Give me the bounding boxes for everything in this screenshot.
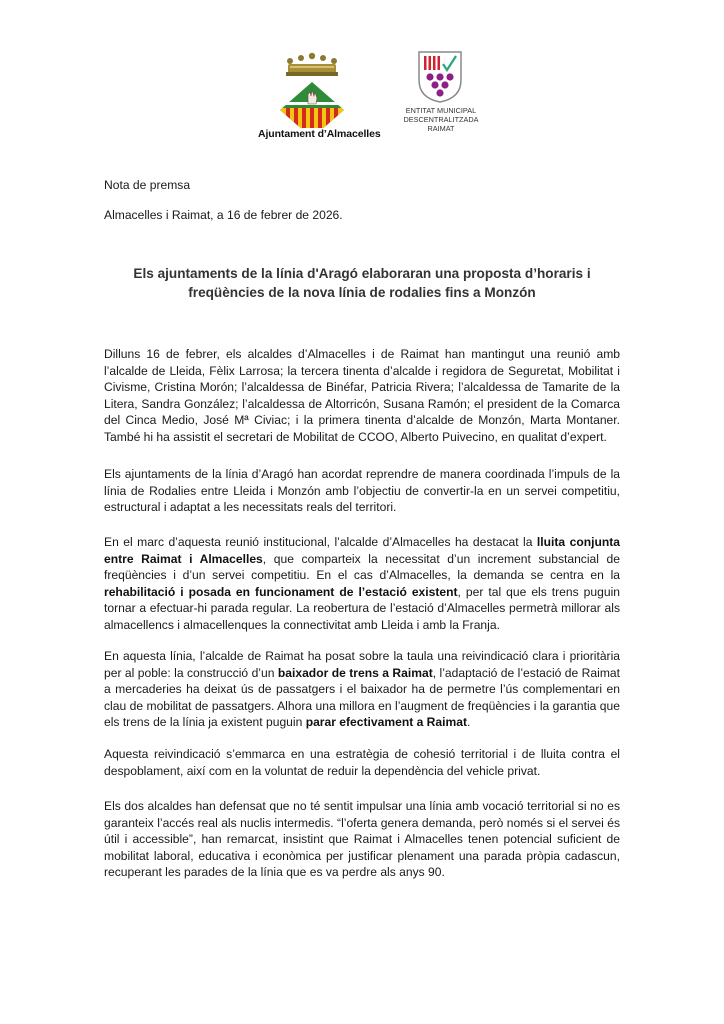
text-segment: , l’adaptació de l’estació de Raimat a mercaderies ha deixat ús de passatgers i el baixador ha de permetre l’ús complementari en clau de mobilitat de passatgers. Alhora una millora en l’augment de freqüències i la garantia que els trens de la línia ja existent puguin (104, 665, 620, 730)
bold-text-segment: rehabilitació i posada en funcionament de l’estació existent (104, 584, 458, 599)
text-segment: En el marc d’aquesta reunió institucional, l’alcalde d’Almacelles ha destacat la (104, 535, 537, 549)
raimat-text-line: RAIMAT (427, 124, 455, 133)
paragraph-5 (104, 746, 620, 779)
crown-icon (286, 53, 338, 76)
text-segment: , que comparteix la necessitat d’un increment substancial de freqüències i d’un servei competitiu. En el cas d’Almacelles, la demanda se centra en la (104, 551, 620, 583)
text-segment: Dilluns 16 de febrer, els alcaldes d’Almacelles i de Raimat han mantingut una reunió amb l’alcalde de Lleida, Fèlix Larrosa; la tercera tinenta d’alcalde i regidora de Seguretat, Mobilitat i Civisme, Cristina Morón; l’alcaldessa de Binéfar, Patricia Rivera; l’alcaldessa de Tamarite de la Litera, Sandra González; l’alcaldessa de Altorricón, Susana Ramón; el president de la Comarca del Cinca Medio, José Mª Civiac; i la primera tinenta d’alcalde de Monzón, Marta Montaner. També hi ha assistit el secretari de Mobilitat de CCOO, Alberto Puivecino, en qualitat d’expert. (104, 347, 620, 444)
raimat-text-line: DESCENTRALITZADA (403, 115, 479, 124)
paragraph-6 (104, 798, 620, 881)
raimat-shield-icon (416, 50, 464, 104)
raimat-entity-name (396, 106, 486, 133)
document-type-label: Nota de premsa (104, 178, 191, 192)
paragraph-4 (104, 648, 620, 731)
lozenge-shield-icon (272, 82, 352, 128)
text-segment: Els dos alcaldes han defensat que no té sentit impulsar una línia amb vocació territorial si no es garanteix l’accés real als nuclis intermedis. “l’oferta genera demanda, però només si el servei és útil i accessible”, han remarcat, insistint que Raimat i Almacelles tenen potencial suficient de mobilitat laboral, educativa i econòmica per justificar plenament una parada pròpia cadascun, recuperant les parades de la línia que es va perdre als anys 90. (104, 799, 620, 880)
bold-text-segment: lluita conjunta entre Raimat i Almacelles (104, 535, 620, 566)
page-title: Els ajuntaments de la línia d'Aragó elaboraran una proposta d’horaris i freqüències de la nova línia de rodalies fins a Monzón (133, 266, 591, 300)
raimat-logo (396, 50, 486, 140)
text-segment: En aquesta línia, l’alcalde de Raimat ha posat sobre la taula una reivindicació clara i prioritària per al poble: la construcció d’un (104, 649, 620, 680)
raimat-text-line: ENTITAT MUNICIPAL (405, 106, 477, 115)
paragraph-2 (104, 466, 620, 516)
bold-text-segment: parar efectivament a Raimat (305, 715, 468, 730)
text-segment: . (467, 715, 471, 730)
text-segment: Aquesta reivindicació s’emmarca en una estratègia de cohesió territorial i de lluita contra el despoblament, així com en la voluntat de reduir la dependència del vehicle privat. (104, 747, 620, 778)
paragraph-3 (104, 534, 620, 634)
text-segment: , per tal que els trens puguin tornar a efectuar-hi parada regular. La reobertura de l’estació d’Almacelles permetrà millorar als almacellencs i almacellenques la connectivitat amb Lleida i amb la Franja. (104, 584, 620, 632)
dateline: Almacelles i Raimat, a 16 de febrer de 2026. (104, 208, 343, 222)
bold-text-segment: baixador de trens a Raimat (277, 665, 433, 680)
almacelles-name: Ajuntament d’Almacelles (258, 128, 381, 140)
text-segment: Els ajuntaments de la línia d’Aragó han acordat reprendre de manera coordinada l’impuls de la línia de Rodalies entre Lleida i Monzón amb l’objectiu de convertir-la en un servei competitiu, estructural i adaptat a les necessitats reals del territori. (104, 467, 620, 515)
almacelles-coat-of-arms-icon (272, 52, 352, 128)
almacelles-logo (258, 52, 381, 144)
paragraph-1 (104, 346, 620, 446)
